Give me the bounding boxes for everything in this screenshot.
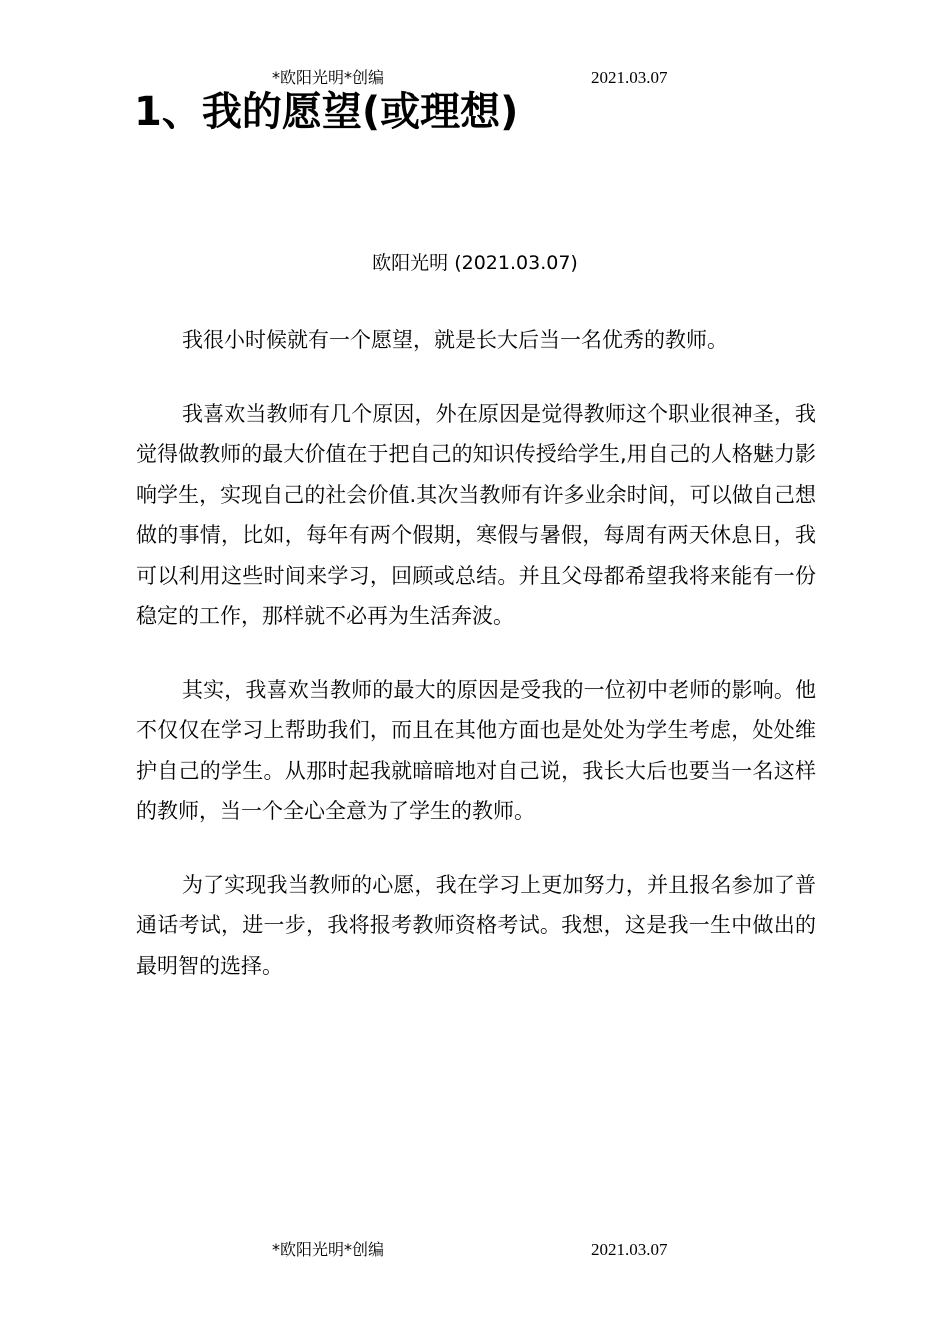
paragraph-4: 为了实现我当教师的心愿，我在学习上更加努力，并且报名参加了普通话考试，进一步，我将报考教师资格考试。我想，这是我一生中做出的最明智的选择。 bbox=[136, 872, 816, 978]
document-title: 1、我的愿望(或理想) bbox=[134, 89, 519, 135]
header-author-note: *欧阳光明*创编 bbox=[272, 68, 385, 87]
header-date: 2021.03.07 bbox=[591, 68, 668, 87]
footer-author-note: *欧阳光明*创编 bbox=[272, 1240, 385, 1259]
paragraph-2: 我喜欢当教师有几个原因，外在原因是觉得教师这个职业很神圣，我觉得做教师的最大价值在于把自己的知识传授给学生,用自己的人格魅力影响学生，实现自己的社会价值.其次当教师有许多业余时间，可以做自己想做的事情，比如，每年有两个假期，寒假与暑假，每周有两天休息日，我可以利用这些时间来学习，回顾或总结。并且父母都希望我将来能有一份稳定的工作，那样就不必再为生活奔波。 bbox=[136, 401, 816, 628]
byline: 欧阳光明 (2021.03.07) bbox=[372, 252, 578, 274]
footer-date: 2021.03.07 bbox=[591, 1240, 668, 1259]
paragraph-3: 其实，我喜欢当教师的最大的原因是受我的一位初中老师的影响。他不仅仅在学习上帮助我们，而且在其他方面也是处处为学生考虑，处处维护自己的学生。从那时起我就暗暗地对自己说，我长大后也要当一名这样的教师，当一个全心全意为了学生的教师。 bbox=[136, 677, 816, 823]
paragraph-1: 我很小时候就有一个愿望，就是长大后当一名优秀的教师。 bbox=[182, 328, 728, 352]
document-body bbox=[136, 320, 816, 1019]
